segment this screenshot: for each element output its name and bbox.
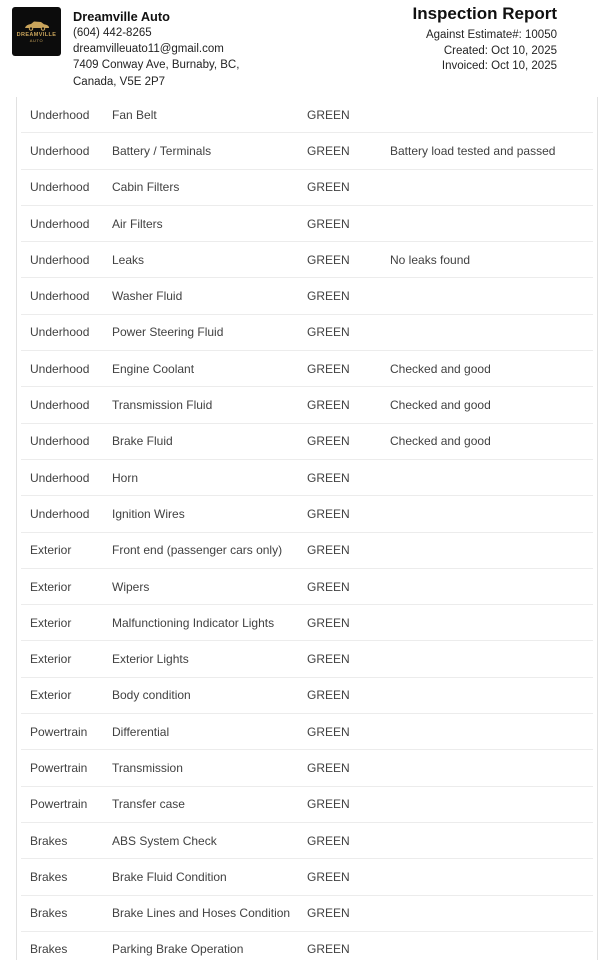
table-row <box>21 387 593 423</box>
row-category: Brakes <box>30 906 68 921</box>
table-row <box>21 278 593 314</box>
row-item: Fan Belt <box>112 107 157 122</box>
row-item: Brake Fluid Condition <box>112 869 227 884</box>
row-category: Underhood <box>30 434 90 449</box>
row-category: Underhood <box>30 180 90 195</box>
row-category: Brakes <box>30 869 68 884</box>
inspection-table <box>16 97 598 960</box>
row-status: GREEN <box>307 289 350 304</box>
table-row <box>21 569 593 605</box>
table-row <box>21 605 593 641</box>
table-row <box>21 496 593 532</box>
table-row <box>21 932 593 960</box>
row-status: GREEN <box>307 906 350 921</box>
row-status: GREEN <box>307 506 350 521</box>
company-logo <box>12 7 61 56</box>
row-item: Engine Coolant <box>112 361 195 376</box>
table-row <box>21 170 593 206</box>
row-item: Wipers <box>112 579 150 594</box>
row-status: GREEN <box>307 180 350 195</box>
table-row <box>21 242 593 278</box>
table-row <box>21 533 593 569</box>
row-item: Parking Brake Operation <box>112 942 244 957</box>
row-status: GREEN <box>307 942 350 957</box>
row-item: Battery / Terminals <box>112 143 212 158</box>
row-item: Cabin Filters <box>112 180 180 195</box>
row-category: Brakes <box>30 942 68 957</box>
company-block <box>12 5 239 90</box>
row-category: Underhood <box>30 361 90 376</box>
table-row <box>21 714 593 750</box>
row-category: Underhood <box>30 143 90 158</box>
row-item: Power Steering Fluid <box>112 325 224 340</box>
row-category: Exterior <box>30 615 72 630</box>
row-status: GREEN <box>307 107 350 122</box>
row-status: GREEN <box>307 325 350 340</box>
row-category: Underhood <box>30 252 90 267</box>
report-created: Created: Oct 10, 2025 <box>443 44 557 57</box>
company-phone: (604) 442-8265 <box>73 27 152 39</box>
table-row <box>21 641 593 677</box>
row-item: Transmission <box>112 760 183 775</box>
row-item: Transmission Fluid <box>112 398 213 413</box>
table-row <box>21 351 593 387</box>
row-status: GREEN <box>307 833 350 848</box>
row-item: Air Filters <box>112 216 163 231</box>
table-row <box>21 97 593 133</box>
table-row <box>21 206 593 242</box>
company-info <box>73 5 239 90</box>
row-status: GREEN <box>307 869 350 884</box>
company-address-line2: Canada, V5E 2P7 <box>73 75 166 88</box>
row-note: Battery load tested and passed <box>390 143 556 158</box>
row-status: GREEN <box>307 724 350 739</box>
company-name: Dreamville Auto <box>73 9 170 24</box>
row-status: GREEN <box>307 434 350 449</box>
row-status: GREEN <box>307 797 350 812</box>
logo-wordmark-line1: DREAMVILLE <box>16 32 57 38</box>
row-note: Checked and good <box>390 398 491 413</box>
row-note: Checked and good <box>390 361 491 376</box>
row-status: GREEN <box>307 361 350 376</box>
table-row <box>21 823 593 859</box>
row-item: Front end (passenger cars only) <box>112 543 283 558</box>
row-item: Differential <box>112 724 170 739</box>
row-status: GREEN <box>307 652 350 667</box>
row-item: Body condition <box>112 688 191 703</box>
row-status: GREEN <box>307 143 350 158</box>
row-status: GREEN <box>307 615 350 630</box>
row-status: GREEN <box>307 688 350 703</box>
report-meta-block <box>412 3 557 75</box>
table-row <box>21 133 593 169</box>
row-item: Exterior Lights <box>112 652 189 667</box>
table-row <box>21 750 593 786</box>
report-title: Inspection Report <box>412 4 557 23</box>
row-category: Exterior <box>30 688 72 703</box>
row-item: Brake Fluid <box>112 434 173 449</box>
table-row <box>21 424 593 460</box>
table-row <box>21 787 593 823</box>
row-category: Underhood <box>30 107 90 122</box>
row-note: No leaks found <box>390 252 471 267</box>
row-status: GREEN <box>307 470 350 485</box>
row-status: GREEN <box>307 543 350 558</box>
row-item: Brake Lines and Hoses Condition <box>112 906 291 921</box>
row-category: Underhood <box>30 325 90 340</box>
row-status: GREEN <box>307 579 350 594</box>
row-category: Underhood <box>30 470 90 485</box>
logo-wordmark-line2: AUTO <box>29 38 44 43</box>
page-header <box>0 0 613 97</box>
row-category: Brakes <box>30 833 68 848</box>
row-category: Powertrain <box>30 760 88 775</box>
row-item: ABS System Check <box>112 833 217 848</box>
row-category: Powertrain <box>30 797 88 812</box>
row-item: Horn <box>112 470 139 485</box>
row-note: Checked and good <box>390 434 491 449</box>
row-category: Underhood <box>30 289 90 304</box>
table-row <box>21 896 593 932</box>
table-row <box>21 678 593 714</box>
row-category: Exterior <box>30 543 72 558</box>
table-row <box>21 315 593 351</box>
row-item: Transfer case <box>112 797 185 812</box>
row-category: Underhood <box>30 216 90 231</box>
row-status: GREEN <box>307 398 350 413</box>
table-row <box>21 460 593 496</box>
report-estimate: Against Estimate#: 10050 <box>425 29 557 41</box>
row-status: GREEN <box>307 252 350 267</box>
table-row <box>21 859 593 895</box>
company-address-line1: 7409 Conway Ave, Burnaby, BC, <box>73 59 240 72</box>
row-category: Powertrain <box>30 724 88 739</box>
row-status: GREEN <box>307 760 350 775</box>
row-status: GREEN <box>307 216 350 231</box>
row-item: Malfunctioning Indicator Lights <box>112 615 275 630</box>
row-item: Leaks <box>112 252 145 267</box>
row-category: Underhood <box>30 398 90 413</box>
report-invoiced: Invoiced: Oct 10, 2025 <box>441 60 557 72</box>
row-category: Exterior <box>30 652 72 667</box>
row-category: Underhood <box>30 506 90 521</box>
car-icon <box>23 20 51 31</box>
row-item: Washer Fluid <box>112 289 183 304</box>
row-category: Exterior <box>30 579 72 594</box>
company-email: dreamvilleuato11@gmail.com <box>73 43 224 56</box>
row-item: Ignition Wires <box>112 506 185 521</box>
